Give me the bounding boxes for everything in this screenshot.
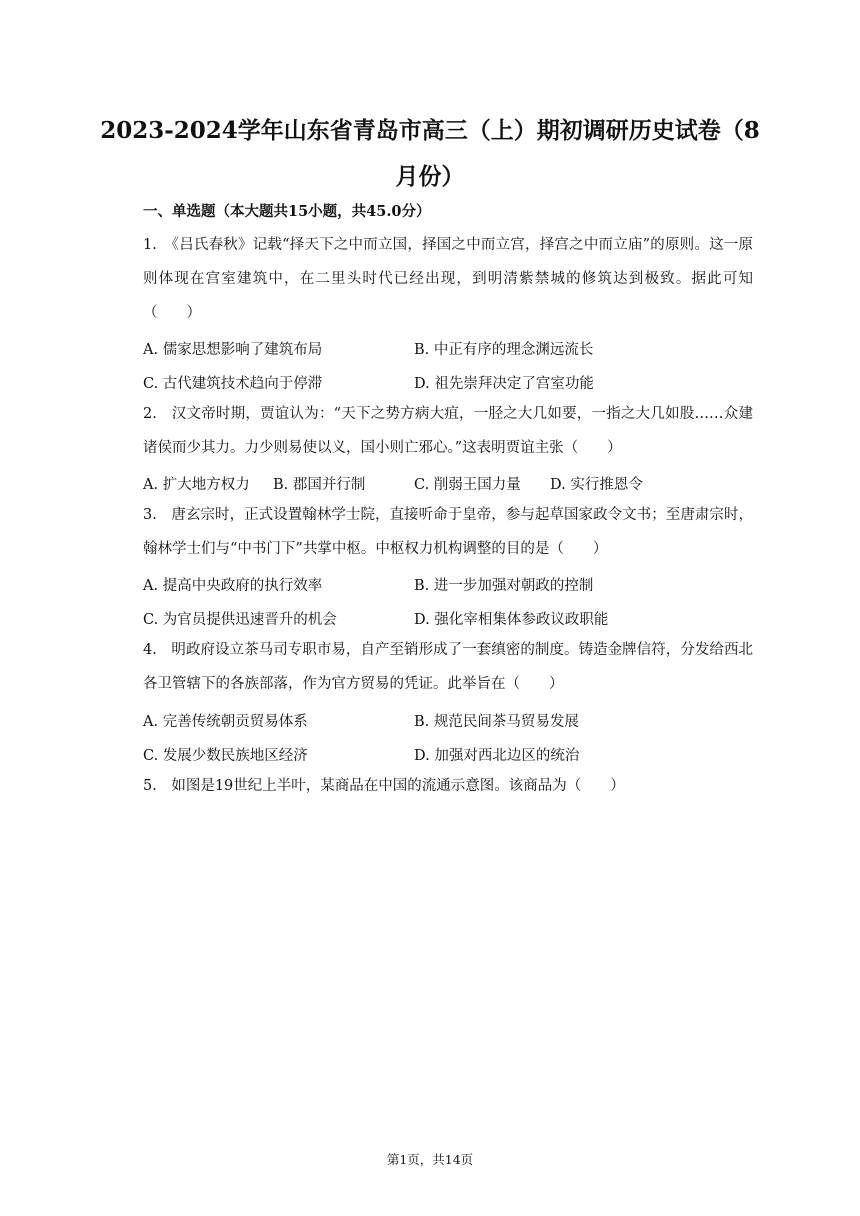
- question-3-option-a: A. 提高中央政府的执行效率: [143, 578, 323, 594]
- question-2-option-d: D. 实行推恩令: [550, 477, 643, 493]
- question-5-stem: 5. 如图是19世纪上半叶，某商品在中国的流通示意图。该商品为（ ）: [143, 778, 625, 794]
- question-3-option-d: D. 强化宰相集体参政议政职能: [414, 612, 609, 628]
- page-title: [100, 108, 760, 200]
- question-1-option-d: D. 祖先崇拜决定了宫室功能: [414, 376, 594, 392]
- question-3-stem: 3. 唐玄宗时，正式设置翰林学士院，直接听命于皇帝，参与起草国家政令文书；至唐肃宗时，翰林学士们与“中书门下”共掌中枢。中枢权力机构调整的目的是（ ）: [143, 507, 753, 557]
- question-2-option-a: A. 扩大地方权力: [143, 477, 250, 493]
- question-4-stem: 4. 明政府设立茶马司专职市易，自产至销形成了一套缜密的制度。铸造金牌信符，分发给西北各卫管辖下的各族部落，作为官方贸易的凭证。此举旨在（ ）: [143, 642, 753, 692]
- question-1-option-c: C. 古代建筑技术趋向于停滞: [143, 376, 323, 392]
- question-3-option-b: B. 进一步加强对朝政的控制: [414, 578, 594, 594]
- question-4-option-c: C. 发展少数民族地区经济: [143, 748, 308, 764]
- question-3-option-c: C. 为官员提供迅速晋升的机会: [143, 612, 337, 628]
- question-2-stem: 2. 汉文帝时期，贾谊认为：“天下之势方病大疽，一胫之大几如要，一指之大几如股……众建诸侯而少其力。力少则易使以义，国小则亡邪心。”这表明贾谊主张（ ）: [143, 406, 753, 456]
- question-4-option-a: A. 完善传统朝贡贸易体系: [143, 714, 308, 730]
- section-heading: 一、单选题（本大题共15小题，共45.0分）: [143, 203, 431, 220]
- title-line-2: 月份）: [395, 163, 465, 190]
- question-1-option-a: A. 儒家思想影响了建筑布局: [143, 342, 323, 358]
- question-1-stem: 1. 《吕氏春秋》记载“择天下之中而立国，择国之中而立宫，择宫之中而立庙”的原则。这一原则体现在宫室建筑中，在二里头时代已经出现，到明清紫禁城的修筑达到极致。据此可知（ ）: [143, 237, 753, 321]
- question-4-option-d: D. 加强对西北边区的统治: [414, 748, 580, 764]
- question-2-option-c: C. 削弱王国力量: [414, 477, 521, 493]
- question-2-option-b: B. 郡国并行制: [273, 477, 366, 493]
- page-footer: 第1页，共14页: [386, 1152, 474, 1167]
- question-4-option-b: B. 规范民间茶马贸易发展: [414, 714, 579, 730]
- title-line-1: 2023-2024学年山东省青岛市高三（上）期初调研历史试卷（8: [100, 117, 760, 144]
- question-1-option-b: B. 中正有序的理念渊远流长: [414, 342, 594, 358]
